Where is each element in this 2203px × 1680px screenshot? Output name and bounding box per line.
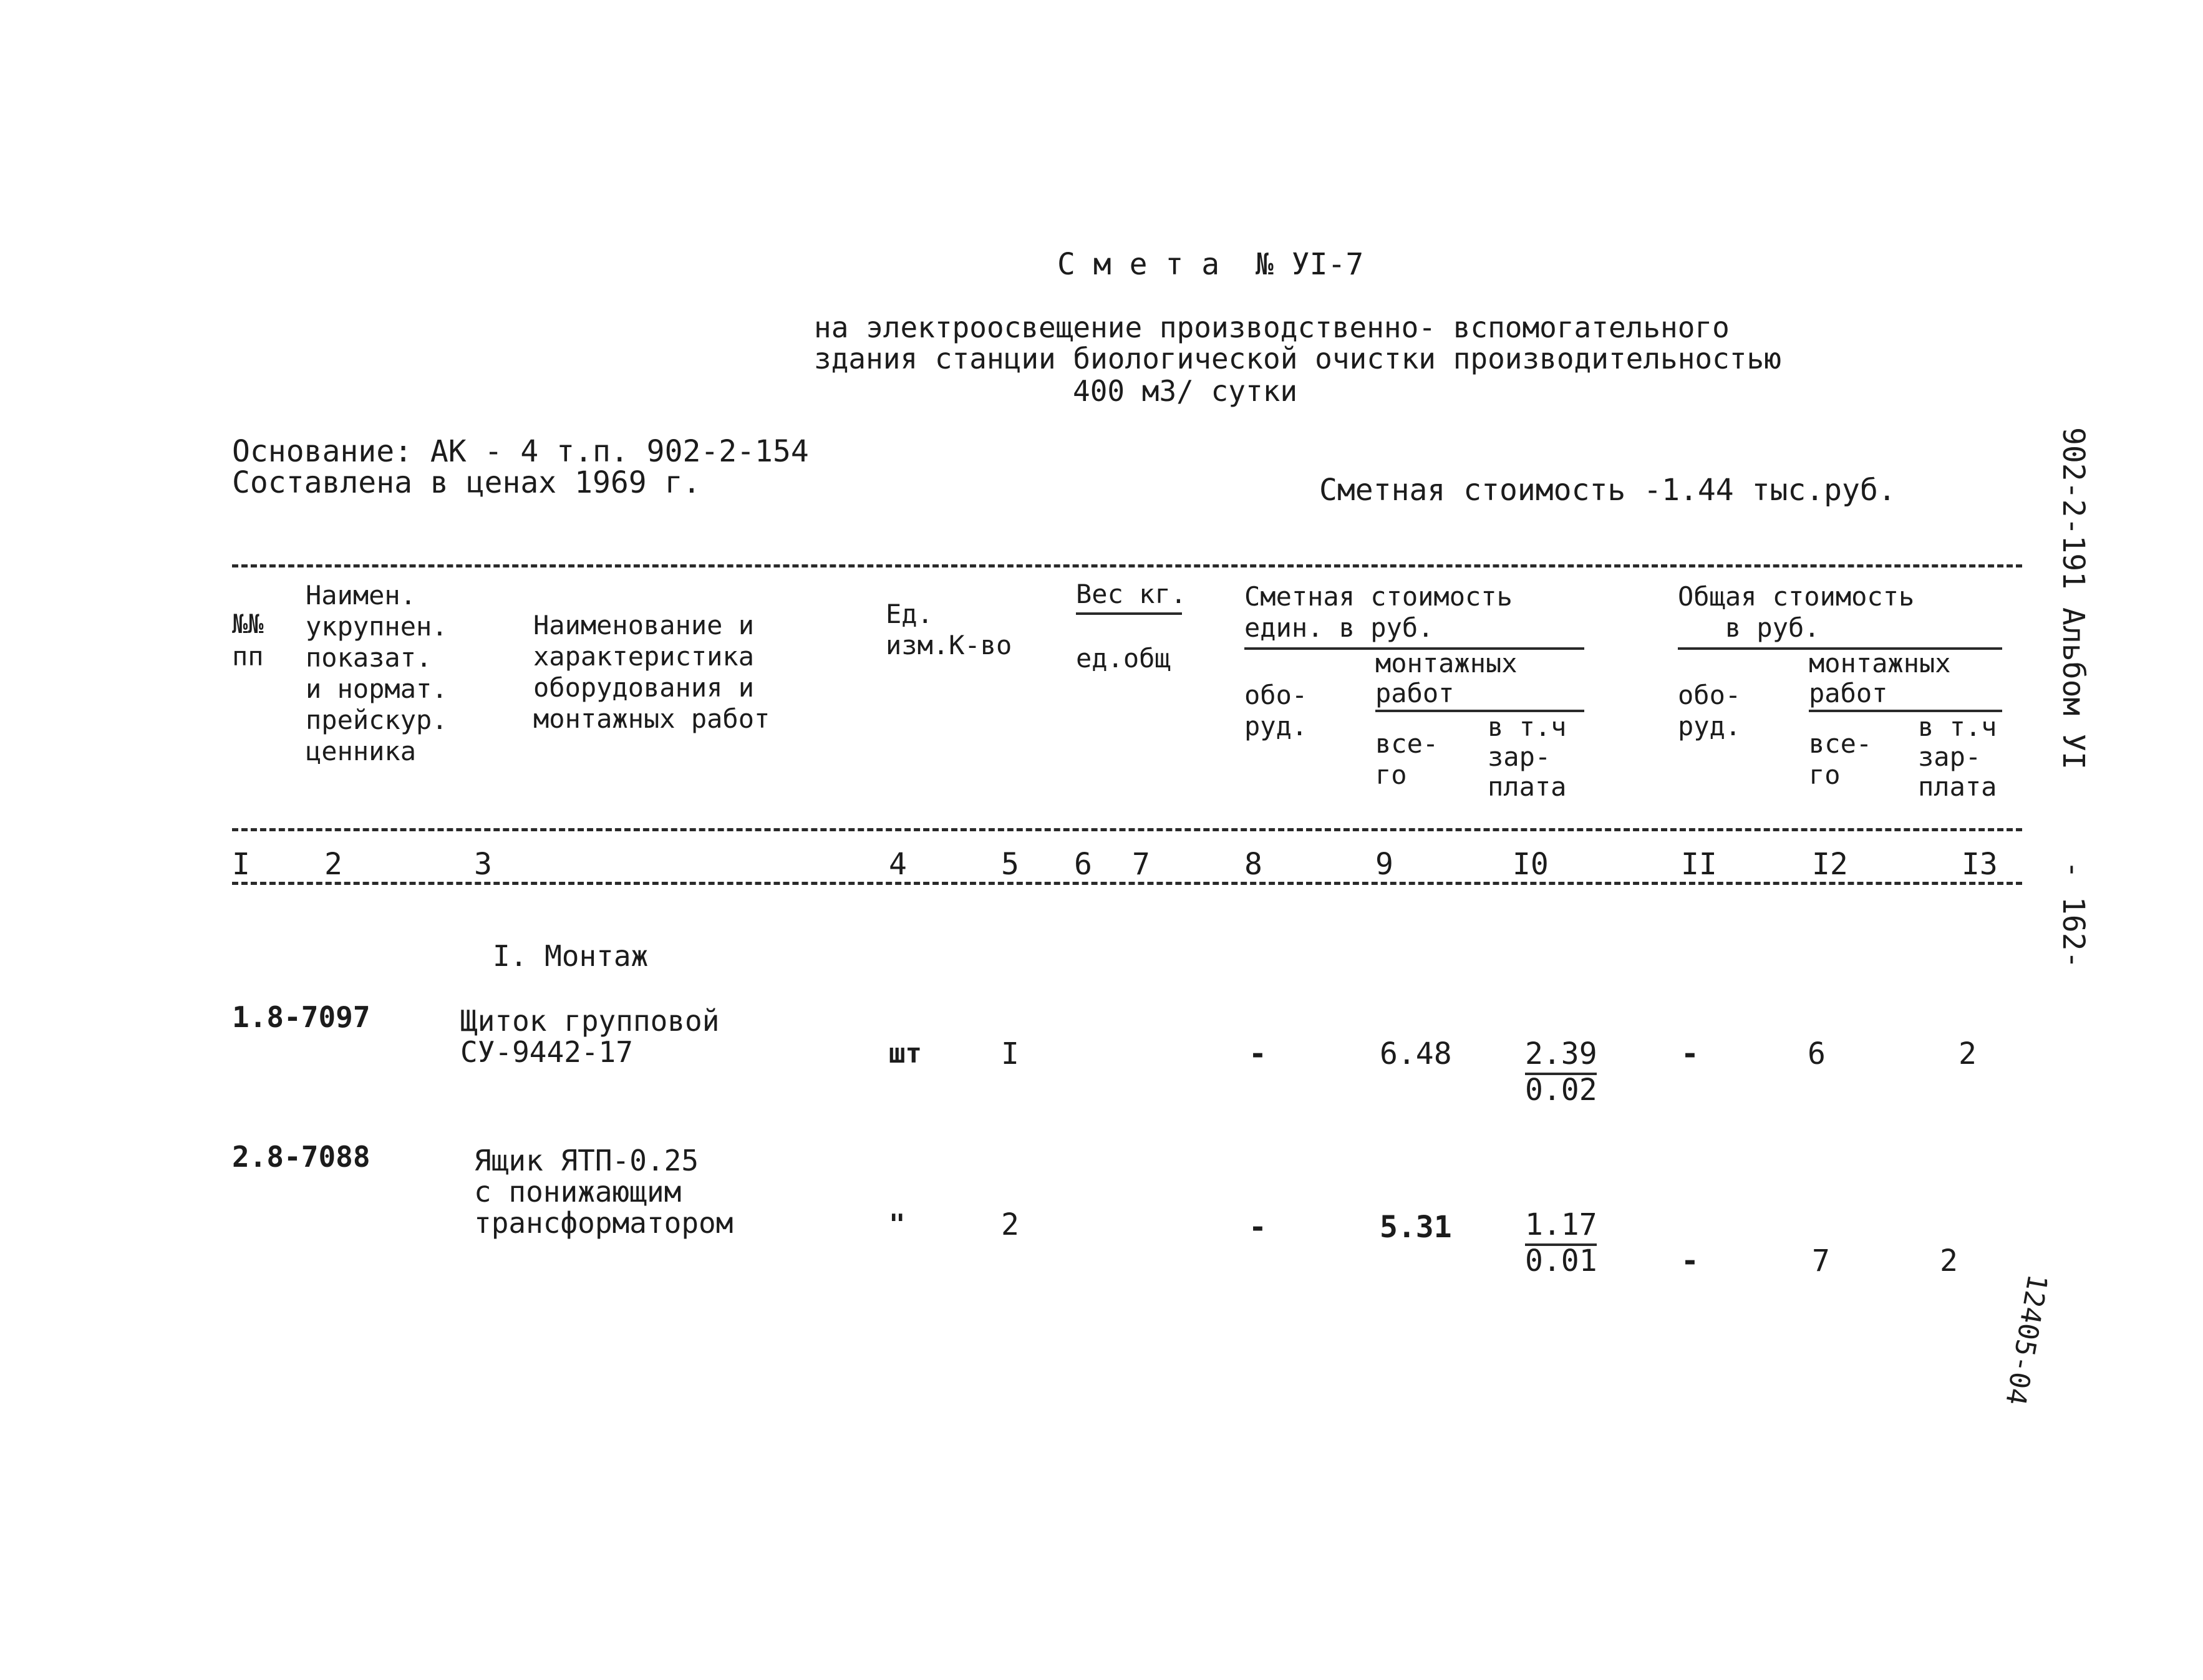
row-mount-total: 6.48 [1380,1036,1452,1071]
subtitle-line-1: на электроосвещение производственно- вспомогательного [814,311,1730,344]
column-number: I [232,847,250,882]
header-weight-sub: ед.общ [1076,643,1171,673]
row-wage-bottom: 0.01 [1525,1243,1597,1278]
code-annotation: 12405-04 [1999,1272,2054,1408]
row-wage-top: 1.17 [1525,1207,1597,1242]
column-number: I0 [1513,847,1549,882]
column-number: 6 [1074,847,1092,882]
column-number: 8 [1244,847,1262,882]
column-number: 7 [1132,847,1150,882]
column-number: 4 [889,847,907,882]
header-total-equipment: обо- руд. [1678,680,1741,741]
column-number: 9 [1375,847,1393,882]
row-name: Ящик ЯТП-0.25 с понижающим трансформатором [474,1144,734,1240]
row-mount-total: 5.31 [1380,1210,1452,1245]
row-unit: " [889,1209,906,1240]
row-equipment: - [1249,1036,1267,1071]
row-position: 2.8-7088 [232,1140,370,1174]
row-position: 1.8-7097 [232,1000,370,1034]
header-bottom-rule [232,828,2022,831]
column-number: 3 [474,847,492,882]
prices-year-line: Составлена в ценах 1969 г. [232,465,701,500]
row-equipment: - [1249,1210,1267,1245]
header-col2: Наимен. укрупнен. показат. и нормат. прейскур. ценника [306,580,448,766]
header-total-total: все- го [1809,728,1872,790]
row-total-wage: 2 [1940,1243,1958,1278]
row-total-mount: 7 [1812,1243,1830,1278]
document-title: С м е т а № УI-7 [1057,247,1364,282]
column-number: 2 [324,847,342,882]
header-weight: Вес кг. [1076,579,1187,609]
header-total-mounting: монтажных работ [1809,648,1951,708]
header-total-wage: в т.ч зар- плата [1918,712,1997,802]
row-unit: шт [889,1038,922,1069]
column-number: I2 [1812,847,1848,882]
header-col1: №№ пп [232,609,264,672]
header-top-rule [232,564,2022,567]
row-wage-bottom: 0.02 [1525,1073,1597,1108]
column-numbers-rule [232,882,2022,885]
header-unit-cost: Сметная стоимость един. в руб. [1244,581,1513,643]
header-col3: Наименование и характеристика оборудования и монтажных работ [533,610,770,734]
basis-line: Основание: АК - 4 т.п. 902-2-154 [232,434,809,469]
column-number: II [1681,847,1717,882]
album-annotation: 902-2-191 Альбом УI [2056,427,2091,770]
subtitle-line-2: здания станции биологической очистки производительностью [814,342,1781,375]
header-total-cost: Общая стоимость в руб. [1678,581,1915,643]
column-number: 5 [1001,847,1019,882]
column-number: I3 [1962,847,1998,882]
row-total-mount: 6 [1808,1036,1826,1071]
page-number-annotation: - 162- [2056,861,2091,969]
header-unit-wage: в т.ч зар- плата [1488,712,1567,802]
row-total-wage: 2 [1958,1036,1977,1071]
row-total-equipment: - [1681,1036,1699,1071]
header-unit-total: все- го [1375,728,1439,790]
estimated-cost: Сметная стоимость -1.44 тыс.руб. [1319,473,1896,508]
header-unit-mounting: монтажных работ [1375,648,1518,708]
header-col45: Ед. изм.К-во [886,599,1012,660]
row-total-equipment: - [1681,1243,1699,1278]
row-qty: I [1001,1036,1019,1071]
row-wage-top: 2.39 [1525,1036,1597,1071]
row-qty: 2 [1001,1207,1019,1242]
subtitle-line-3: 400 м3/ сутки [1073,374,1298,408]
header-unit-equipment: обо- руд. [1244,680,1308,741]
section-title: I. Монтаж [493,939,649,973]
row-name: Щиток групповой СУ-9442-17 [460,1004,720,1069]
